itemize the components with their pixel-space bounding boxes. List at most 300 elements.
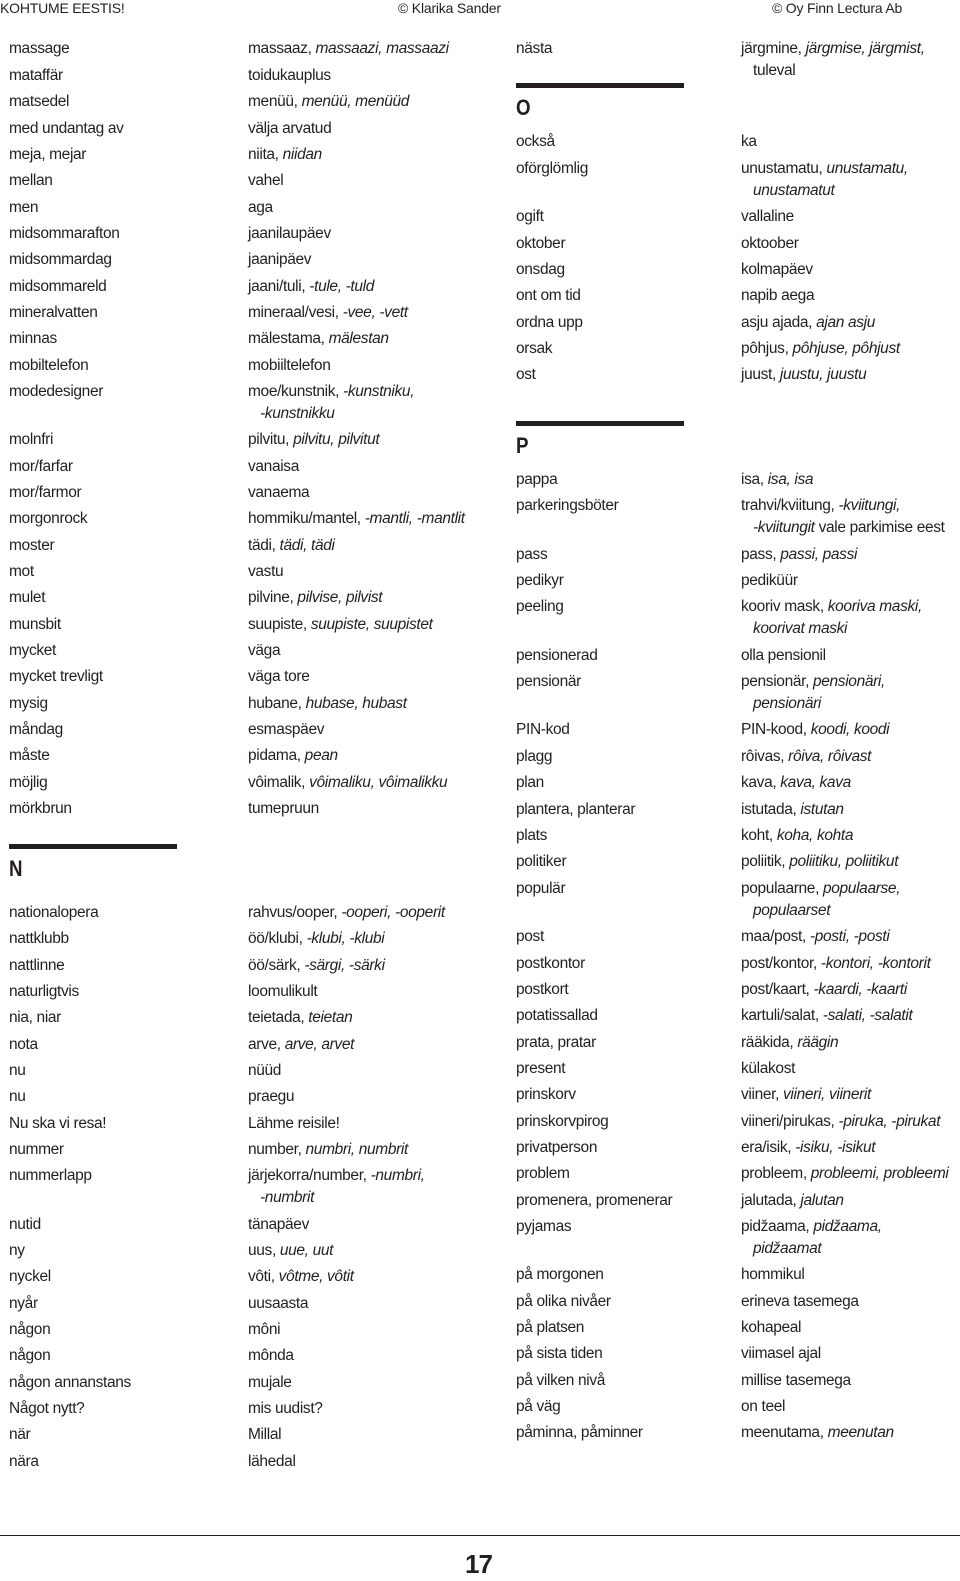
estonian-base-form: PIN-kood, bbox=[741, 721, 807, 738]
estonian-line bbox=[741, 233, 960, 255]
estonian-base-form: tädi, bbox=[248, 537, 276, 554]
estonian-line bbox=[248, 798, 508, 820]
swedish-entry bbox=[516, 1291, 726, 1313]
swedish-word: nu bbox=[9, 1062, 26, 1079]
estonian-inflected-forms: teietan bbox=[308, 1009, 353, 1026]
swedish-entry bbox=[9, 302, 234, 324]
swedish-entry bbox=[9, 561, 234, 583]
estonian-base-form: hommikul bbox=[741, 1266, 805, 1283]
swedish-entry bbox=[516, 851, 726, 873]
swedish-word: nära bbox=[9, 1453, 39, 1470]
estonian-entry bbox=[741, 259, 960, 281]
estonian-entry bbox=[741, 1058, 960, 1080]
estonian-inflected-forms: massaazi, massaazi bbox=[315, 40, 449, 57]
swedish-entry bbox=[516, 1396, 726, 1418]
estonian-entry bbox=[741, 312, 960, 334]
swedish-entry bbox=[516, 495, 726, 517]
swedish-entry bbox=[9, 666, 234, 688]
swedish-word: parkeringsböter bbox=[516, 497, 619, 514]
swedish-word: ost bbox=[516, 366, 536, 383]
estonian-line bbox=[248, 1372, 508, 1394]
estonian-line bbox=[248, 535, 508, 557]
swedish-entry bbox=[516, 38, 726, 60]
swedish-entry bbox=[9, 1372, 234, 1394]
estonian-base-form: viimasel ajal bbox=[741, 1345, 821, 1362]
estonian-entry bbox=[248, 65, 508, 87]
estonian-base-form: poliitik, bbox=[741, 853, 786, 870]
estonian-inflected-forms-cont: -kviitungit bbox=[753, 519, 815, 536]
estonian-inflected-forms: pôhjuse, pôhjust bbox=[792, 340, 900, 357]
estonian-base-form: koht, bbox=[741, 827, 773, 844]
swedish-entry bbox=[9, 1086, 234, 1108]
estonian-line-continued bbox=[741, 517, 960, 539]
estonian-base-form: vôti, bbox=[248, 1268, 275, 1285]
estonian-entry bbox=[248, 508, 508, 530]
estonian-base-form: rääkida, bbox=[741, 1034, 794, 1051]
swedish-word: mycket bbox=[9, 642, 56, 659]
estonian-entry bbox=[248, 170, 508, 192]
swedish-entry bbox=[9, 1293, 234, 1315]
estonian-base-form: moe/kunstnik, bbox=[248, 383, 340, 400]
header-publisher-copyright: © Oy Finn Lectura Ab bbox=[772, 0, 903, 16]
estonian-base-form: loomulikult bbox=[248, 983, 318, 1000]
estonian-entry bbox=[741, 1005, 960, 1027]
estonian-inflected-forms: -kviitungi, bbox=[838, 497, 901, 514]
swedish-entry bbox=[516, 1084, 726, 1106]
estonian-inflected-forms: hubase, hubast bbox=[305, 695, 407, 712]
swedish-word: plats bbox=[516, 827, 547, 844]
estonian-entry bbox=[741, 570, 960, 592]
estonian-entry bbox=[741, 38, 960, 82]
estonian-inflected-forms: -vee, -vett bbox=[342, 304, 408, 321]
estonian-inflected-forms: -mantli, -mantlit bbox=[364, 510, 465, 527]
swedish-entry bbox=[9, 170, 234, 192]
estonian-line-continued bbox=[741, 60, 960, 82]
estonian-inflected-forms: -ooperi, -ooperit bbox=[341, 904, 445, 921]
estonian-entry bbox=[741, 1264, 960, 1286]
swedish-entry bbox=[516, 338, 726, 360]
estonian-inflected-forms: järgmise, järgmist, bbox=[805, 40, 925, 57]
estonian-inflected-forms: -isiku, -isikut bbox=[795, 1139, 876, 1156]
estonian-base-form: välja arvatud bbox=[248, 120, 332, 137]
swedish-word: PIN-kod bbox=[516, 721, 570, 738]
estonian-line bbox=[248, 745, 508, 767]
swedish-word: nummerlapp bbox=[9, 1167, 92, 1184]
swedish-word: påminna, påminner bbox=[516, 1424, 643, 1441]
estonian-entry bbox=[741, 1317, 960, 1339]
swedish-entry bbox=[516, 233, 726, 255]
estonian-inflected-forms: mälestan bbox=[328, 330, 389, 347]
estonian-entry bbox=[248, 1451, 508, 1473]
swedish-word: pedikyr bbox=[516, 572, 564, 589]
estonian-entry bbox=[248, 587, 508, 609]
swedish-word: naturligtvis bbox=[9, 983, 79, 1000]
estonian-line bbox=[741, 878, 960, 900]
estonian-inflected-forms: passi, passi bbox=[780, 546, 858, 563]
estonian-entry bbox=[248, 1086, 508, 1108]
estonian-line bbox=[248, 118, 508, 140]
estonian-inflected-forms: poliitiku, poliitikut bbox=[789, 853, 899, 870]
estonian-inflected-forms-cont: -kunstnikku bbox=[260, 405, 335, 422]
estonian-entry bbox=[248, 1319, 508, 1341]
swedish-entry bbox=[516, 131, 726, 153]
estonian-entry bbox=[741, 645, 960, 667]
estonian-base-form: mis uudist? bbox=[248, 1400, 323, 1417]
swedish-word: nattklubb bbox=[9, 930, 69, 947]
swedish-entry bbox=[9, 640, 234, 662]
swedish-word: promenera, promenerar bbox=[516, 1192, 673, 1209]
estonian-line bbox=[741, 1032, 960, 1054]
swedish-entry bbox=[9, 587, 234, 609]
estonian-base-form: uusaasta bbox=[248, 1295, 309, 1312]
swedish-word: nummer bbox=[9, 1141, 64, 1158]
swedish-word: ordna upp bbox=[516, 314, 583, 331]
estonian-base-form: viiner, bbox=[741, 1086, 780, 1103]
estonian-inflected-forms: istutan bbox=[800, 801, 844, 818]
estonian-base-form: kartuli/salat, bbox=[741, 1007, 819, 1024]
estonian-line bbox=[741, 671, 960, 693]
page-number: 17 bbox=[465, 1549, 492, 1579]
estonian-entry bbox=[741, 206, 960, 228]
estonian-base-form: asju ajada, bbox=[741, 314, 813, 331]
estonian-entry bbox=[248, 666, 508, 688]
section-heading-o bbox=[516, 83, 684, 120]
estonian-inflected-forms: -numbri, bbox=[370, 1167, 425, 1184]
estonian-base-form: probleem, bbox=[741, 1165, 807, 1182]
swedish-word: problem bbox=[516, 1165, 570, 1182]
swedish-word: ogift bbox=[516, 208, 544, 225]
estonian-base-form: Millal bbox=[248, 1426, 282, 1443]
estonian-entry bbox=[248, 1139, 508, 1161]
estonian-base-form: mobiiltelefon bbox=[248, 357, 331, 374]
estonian-inflected-forms: menüü, menüüd bbox=[301, 93, 410, 110]
estonian-inflected-forms: pidžaama, bbox=[813, 1218, 882, 1235]
estonian-line bbox=[741, 131, 960, 153]
estonian-base-form: jaani/tuli, bbox=[248, 278, 306, 295]
estonian-entry bbox=[248, 902, 508, 924]
swedish-word: mor/farmor bbox=[9, 484, 82, 501]
swedish-word: när bbox=[9, 1426, 31, 1443]
estonian-inflected-forms: -tule, -tuld bbox=[309, 278, 375, 295]
swedish-entry bbox=[516, 285, 726, 307]
estonian-entry bbox=[741, 158, 960, 202]
estonian-entry bbox=[741, 596, 960, 640]
estonian-entry bbox=[248, 482, 508, 504]
swedish-entry bbox=[516, 1370, 726, 1392]
estonian-base-form: pass, bbox=[741, 546, 777, 563]
swedish-entry bbox=[9, 197, 234, 219]
estonian-base-form: külakost bbox=[741, 1060, 796, 1077]
estonian-entry bbox=[248, 249, 508, 271]
swedish-entry bbox=[516, 825, 726, 847]
estonian-entry bbox=[741, 799, 960, 821]
estonian-base-form: mineraal/vesi, bbox=[248, 304, 339, 321]
estonian-inflected-forms: tädi, tädi bbox=[279, 537, 335, 554]
estonian-base-form: olla pensionil bbox=[741, 647, 826, 664]
estonian-entry bbox=[248, 1424, 508, 1446]
swedish-word: nia, niar bbox=[9, 1009, 61, 1026]
estonian-line bbox=[741, 469, 960, 491]
estonian-inflected-forms: ajan asju bbox=[816, 314, 875, 331]
swedish-entry bbox=[9, 1424, 234, 1446]
estonian-line bbox=[248, 144, 508, 166]
estonian-line bbox=[248, 587, 508, 609]
swedish-word: på olika nivåer bbox=[516, 1293, 611, 1310]
swedish-word: Nu ska vi resa! bbox=[9, 1115, 107, 1132]
estonian-base-form: mônda bbox=[248, 1347, 294, 1364]
estonian-base-form: oktoober bbox=[741, 235, 799, 252]
estonian-line bbox=[248, 429, 508, 451]
section-heading-p bbox=[516, 421, 684, 458]
estonian-entry bbox=[741, 979, 960, 1001]
estonian-base-form: pilvitu, bbox=[248, 431, 290, 448]
swedish-word: privatperson bbox=[516, 1139, 598, 1156]
estonian-base-form: lähedal bbox=[248, 1453, 296, 1470]
swedish-word: prinskorvpirog bbox=[516, 1113, 609, 1130]
estonian-base-form: esmaspäev bbox=[248, 721, 325, 738]
swedish-entry bbox=[9, 981, 234, 1003]
swedish-entry bbox=[516, 926, 726, 948]
estonian-line bbox=[248, 249, 508, 271]
estonian-line bbox=[248, 955, 508, 977]
estonian-entry bbox=[741, 1163, 960, 1185]
estonian-line bbox=[248, 355, 508, 377]
swedish-entry bbox=[516, 746, 726, 768]
estonian-base-form: teietada, bbox=[248, 1009, 305, 1026]
swedish-entry bbox=[516, 1032, 726, 1054]
estonian-line-continued bbox=[248, 403, 508, 425]
estonian-line bbox=[248, 693, 508, 715]
estonian-entry bbox=[741, 851, 960, 873]
estonian-line bbox=[248, 1240, 508, 1262]
estonian-entry bbox=[248, 1214, 508, 1236]
estonian-base-form: massaaz, bbox=[248, 40, 312, 57]
swedish-word: också bbox=[516, 133, 555, 150]
estonian-base-form: mujale bbox=[248, 1374, 292, 1391]
estonian-entry bbox=[741, 1084, 960, 1106]
estonian-line bbox=[248, 719, 508, 741]
section-letter: N bbox=[9, 856, 23, 881]
estonian-entry bbox=[248, 1398, 508, 1420]
swedish-word: morgonrock bbox=[9, 510, 88, 527]
estonian-entry bbox=[741, 1137, 960, 1159]
estonian-base-form: kohapeal bbox=[741, 1319, 802, 1336]
estonian-entry bbox=[741, 1396, 960, 1418]
estonian-inflected-forms: isa, isa bbox=[767, 471, 814, 488]
swedish-entry bbox=[9, 1319, 234, 1341]
estonian-line bbox=[248, 772, 508, 794]
swedish-entry bbox=[9, 1113, 234, 1135]
swedish-word: pensionär bbox=[516, 673, 581, 690]
swedish-word: pass bbox=[516, 546, 548, 563]
swedish-entry bbox=[9, 614, 234, 636]
estonian-base-form: hubane, bbox=[248, 695, 302, 712]
estonian-entry bbox=[741, 285, 960, 307]
estonian-line bbox=[248, 508, 508, 530]
estonian-inflected-forms: pean bbox=[304, 747, 338, 764]
estonian-entry bbox=[248, 1345, 508, 1367]
swedish-word: plan bbox=[516, 774, 544, 791]
swedish-entry bbox=[9, 381, 234, 403]
estonian-line-continued bbox=[248, 1187, 508, 1209]
swedish-entry bbox=[9, 223, 234, 245]
estonian-base-form: öö/särk, bbox=[248, 957, 301, 974]
swedish-entry bbox=[516, 799, 726, 821]
estonian-inflected-forms: -posti, -posti bbox=[809, 928, 890, 945]
swedish-entry bbox=[516, 1422, 726, 1444]
estonian-base-form: uus, bbox=[248, 1242, 276, 1259]
swedish-entry bbox=[9, 902, 234, 924]
swedish-word: måste bbox=[9, 747, 50, 764]
estonian-base-form: väga tore bbox=[248, 668, 310, 685]
estonian-entry bbox=[741, 953, 960, 975]
estonian-inflected-forms-cont: -numbrit bbox=[260, 1189, 315, 1206]
estonian-inflected-forms-cont: pensionäri bbox=[753, 695, 822, 712]
estonian-entry bbox=[248, 798, 508, 820]
estonian-base-form: öö/klubi, bbox=[248, 930, 303, 947]
swedish-entry bbox=[516, 259, 726, 281]
swedish-entry bbox=[9, 65, 234, 87]
swedish-entry bbox=[516, 1058, 726, 1080]
estonian-inflected-forms: räägin bbox=[797, 1034, 839, 1051]
swedish-entry bbox=[9, 798, 234, 820]
estonian-inflected-forms: vôimaliku, vôimalikku bbox=[309, 774, 448, 791]
swedish-entry bbox=[516, 1137, 726, 1159]
estonian-line bbox=[248, 170, 508, 192]
swedish-word: plagg bbox=[516, 748, 553, 765]
swedish-word: pyjamas bbox=[516, 1218, 572, 1235]
swedish-word: ont om tid bbox=[516, 287, 581, 304]
estonian-base-form: pilvine, bbox=[248, 589, 294, 606]
swedish-entry bbox=[516, 1005, 726, 1027]
swedish-word: midsommardag bbox=[9, 251, 112, 268]
estonian-line bbox=[248, 197, 508, 219]
estonian-entry bbox=[741, 1111, 960, 1133]
swedish-word: mulet bbox=[9, 589, 46, 606]
estonian-base-form: môni bbox=[248, 1321, 281, 1338]
estonian-base-form: tänapäev bbox=[248, 1216, 309, 1233]
estonian-line bbox=[741, 1084, 960, 1106]
swedish-word: plantera, planterar bbox=[516, 801, 636, 818]
estonian-line bbox=[248, 381, 508, 403]
estonian-inflected-forms: juustu, juustu bbox=[779, 366, 867, 383]
estonian-line bbox=[741, 544, 960, 566]
estonian-line bbox=[741, 1058, 960, 1080]
estonian-entry bbox=[741, 233, 960, 255]
estonian-entry bbox=[248, 276, 508, 298]
estonian-base-form: pensionär, bbox=[741, 673, 810, 690]
estonian-base-form: Lähme reisile! bbox=[248, 1115, 340, 1132]
swedish-entry bbox=[9, 1266, 234, 1288]
swedish-entry bbox=[516, 544, 726, 566]
swedish-word: mysig bbox=[9, 695, 48, 712]
swedish-word: potatissallad bbox=[516, 1007, 598, 1024]
estonian-base-form: järjekorra/number, bbox=[248, 1167, 367, 1184]
estonian-base-form: väga bbox=[248, 642, 281, 659]
estonian-entry bbox=[248, 772, 508, 794]
estonian-inflected-forms: -klubi, -klubi bbox=[306, 930, 385, 947]
estonian-line bbox=[248, 65, 508, 87]
estonian-base-form: istutada, bbox=[741, 801, 797, 818]
estonian-base-form: menüü, bbox=[248, 93, 298, 110]
swedish-word: mobiltelefon bbox=[9, 357, 89, 374]
swedish-word: onsdag bbox=[516, 261, 565, 278]
swedish-entry bbox=[9, 482, 234, 504]
section-rule bbox=[9, 844, 177, 849]
estonian-line bbox=[248, 1007, 508, 1029]
swedish-word: mot bbox=[9, 563, 34, 580]
estonian-entry bbox=[248, 429, 508, 451]
swedish-entry bbox=[516, 596, 726, 618]
swedish-entry bbox=[9, 429, 234, 451]
estonian-inflected-forms: kava, kava bbox=[780, 774, 851, 791]
estonian-base-form: nüüd bbox=[248, 1062, 282, 1079]
swedish-word: munsbit bbox=[9, 616, 61, 633]
swedish-entry bbox=[516, 645, 726, 667]
estonian-base-form: jaanilaupäev bbox=[248, 225, 331, 242]
estonian-inflected-forms: numbri, numbrit bbox=[305, 1141, 408, 1158]
estonian-line bbox=[248, 614, 508, 636]
estonian-entry bbox=[741, 495, 960, 539]
estonian-base-form: viineri/pirukas, bbox=[741, 1113, 835, 1130]
header-book-title: KOHTUME EESTIS! bbox=[0, 0, 125, 16]
estonian-entry bbox=[741, 671, 960, 715]
estonian-entry bbox=[741, 1370, 960, 1392]
swedish-word: på vilken nivå bbox=[516, 1372, 606, 1389]
estonian-entry bbox=[741, 131, 960, 153]
estonian-line bbox=[248, 1113, 508, 1135]
footer-rule bbox=[0, 1535, 960, 1536]
estonian-entry bbox=[248, 1266, 508, 1288]
swedish-word: möjlig bbox=[9, 774, 48, 791]
estonian-base-form: hommiku/mantel, bbox=[248, 510, 361, 527]
swedish-word: midsommarafton bbox=[9, 225, 120, 242]
swedish-word: någon bbox=[9, 1321, 51, 1338]
swedish-entry bbox=[9, 772, 234, 794]
estonian-entry bbox=[248, 1293, 508, 1315]
estonian-line bbox=[741, 38, 960, 60]
estonian-base-form: vahel bbox=[248, 172, 284, 189]
swedish-word: nyår bbox=[9, 1295, 38, 1312]
estonian-entry bbox=[248, 614, 508, 636]
estonian-line bbox=[741, 1370, 960, 1392]
swedish-word: på platsen bbox=[516, 1319, 585, 1336]
swedish-entry bbox=[516, 570, 726, 592]
estonian-base-form: praegu bbox=[248, 1088, 295, 1105]
estonian-base-form: vanaema bbox=[248, 484, 310, 501]
estonian-inflected-forms: pilvise, pilvist bbox=[297, 589, 383, 606]
swedish-entry bbox=[9, 535, 234, 557]
section-letter: P bbox=[516, 433, 529, 458]
estonian-entry bbox=[248, 144, 508, 166]
estonian-line bbox=[248, 1034, 508, 1056]
estonian-line bbox=[741, 206, 960, 228]
estonian-entry bbox=[248, 928, 508, 950]
estonian-line bbox=[741, 1137, 960, 1159]
swedish-entry bbox=[9, 1240, 234, 1262]
swedish-entry bbox=[516, 469, 726, 491]
estonian-line bbox=[248, 1165, 508, 1187]
estonian-entry bbox=[741, 338, 960, 360]
estonian-entry bbox=[741, 719, 960, 741]
estonian-inflected-forms: vôtme, vôtit bbox=[278, 1268, 354, 1285]
swedish-entry bbox=[9, 1398, 234, 1420]
estonian-line bbox=[741, 259, 960, 281]
estonian-entry bbox=[741, 364, 960, 386]
swedish-entry bbox=[516, 1216, 726, 1238]
estonian-line bbox=[741, 1396, 960, 1418]
estonian-note: vale parkimise eest bbox=[814, 519, 945, 536]
